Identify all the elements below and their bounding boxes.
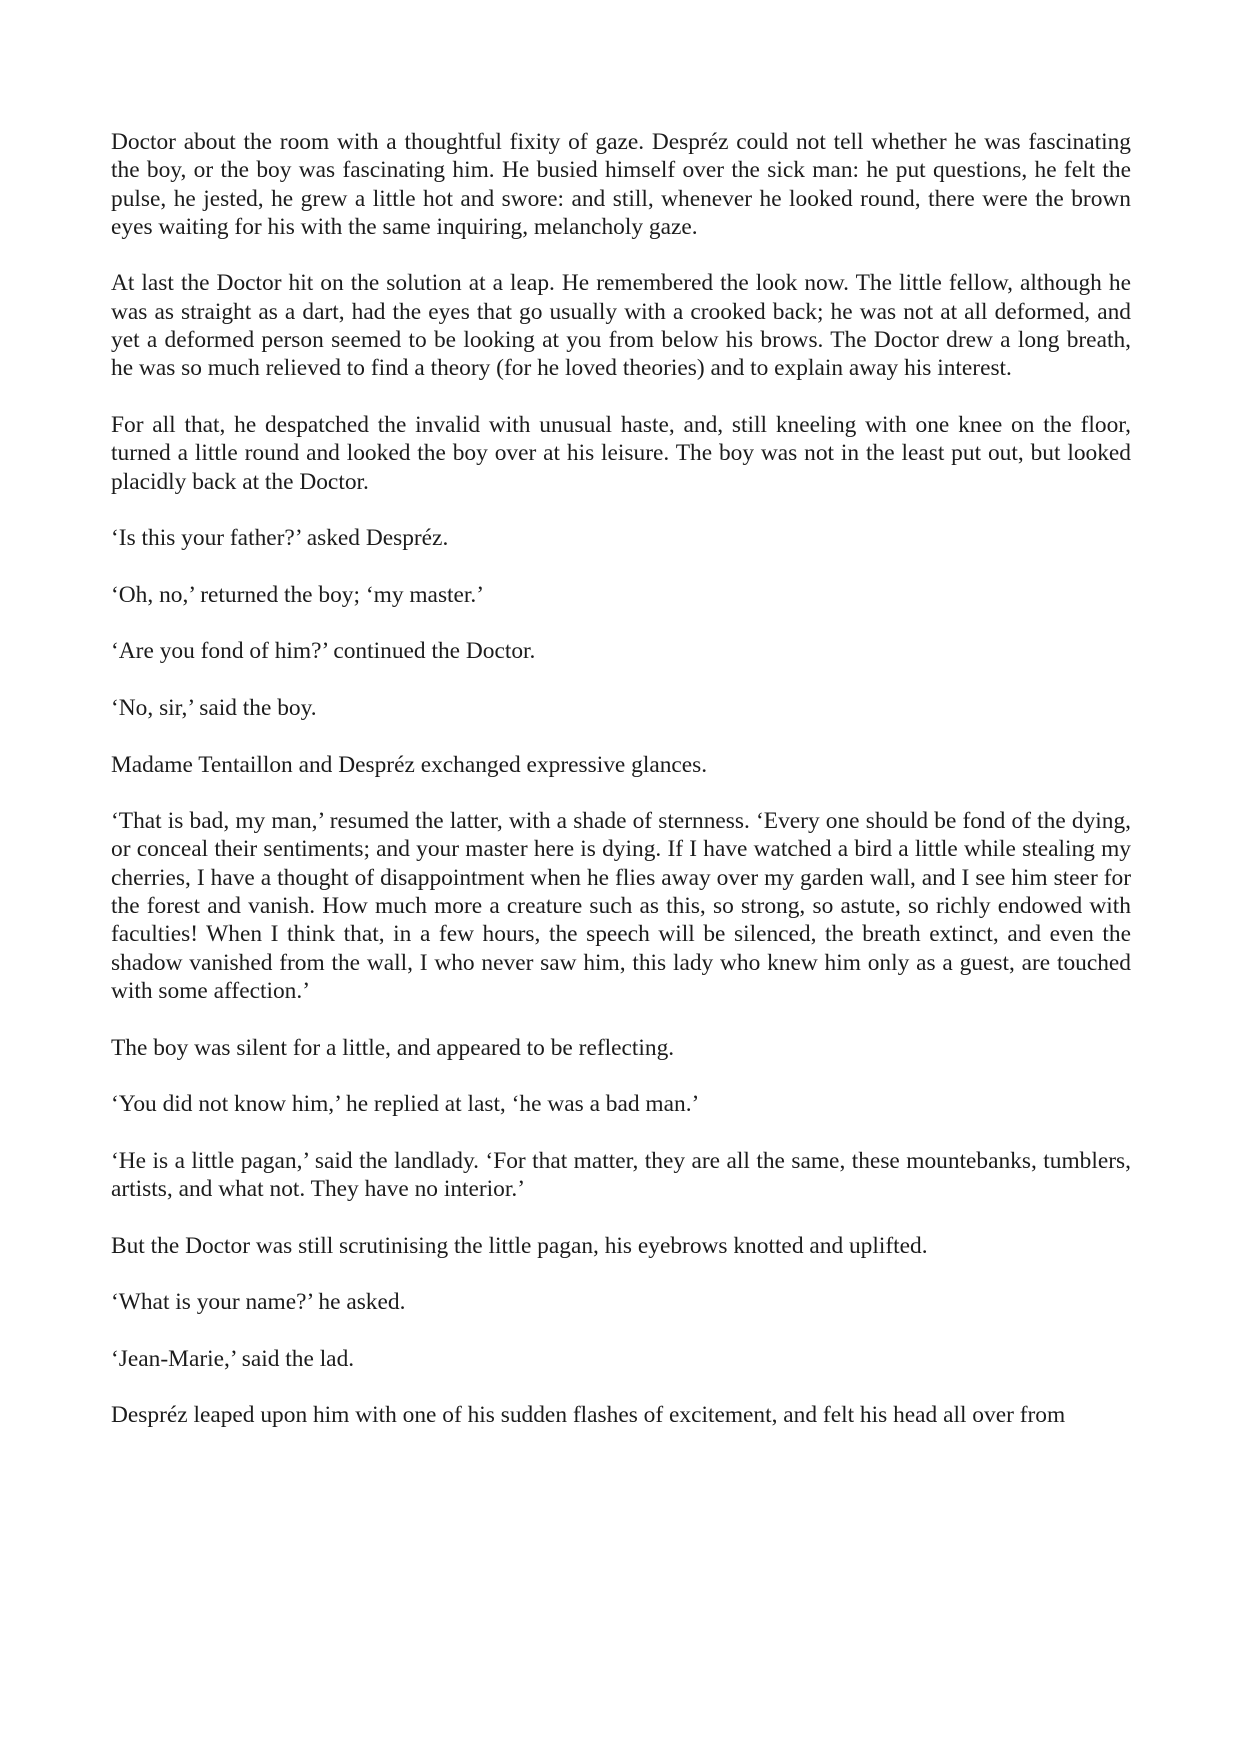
paragraph-5: ‘Oh, no,’ returned the boy; ‘my master.’ xyxy=(111,581,485,608)
paragraph-4: ‘Is this your father?’ asked Despréz. xyxy=(111,525,449,552)
paragraph-6: ‘Are you fond of him?’ continued the Doctor. xyxy=(111,638,536,665)
paragraph-11: ‘You did not know him,’ he replied at last, ‘he was a bad man.’ xyxy=(111,1091,700,1118)
paragraph-14: ‘What is your name?’ he asked. xyxy=(111,1289,406,1316)
paragraph-3: For all that, he despatched the invalid with unusual haste, and, still kneeling with one knee on the floor, turned a little round and looked the boy over at his leisure. The boy was not in the least put out, but looked placidly back at the Doctor. xyxy=(111,411,1131,495)
document-page xyxy=(111,128,1131,1430)
paragraph-9: ‘That is bad, my man,’ resumed the latter, with a shade of sternness. ‘Every one should be fond of the dying, or conceal their sentiments; and your master here is dying. If I have watched a bird a little while stealing my cherries, I have a thought of disappointment when he flies away over my garden wall, and I see him steer for the forest and vanish. How much more a creature such as this, so strong, so astute, so richly endowed with faculties! When I think that, in a few hours, the speech will be silenced, the breath extinct, and even the shadow vanished from the wall, I who never saw him, this lady who knew him only as a guest, are touched with some affection.’ xyxy=(111,808,1131,1004)
paragraph-16: Despréz leaped upon him with one of his sudden flashes of excitement, and felt his head all over from xyxy=(111,1402,1066,1429)
paragraph-12: ‘He is a little pagan,’ said the landlady. ‘For that matter, they are all the same, these mountebanks, tumblers, artists, and what not. They have no interior.’ xyxy=(111,1147,1131,1202)
paragraph-10: The boy was silent for a little, and appeared to be reflecting. xyxy=(111,1034,675,1061)
paragraph-8: Madame Tentaillon and Despréz exchanged expressive glances. xyxy=(111,751,708,778)
paragraph-2: At last the Doctor hit on the solution at a leap. He remembered the look now. The little fellow, although he was as straight as a dart, had the eyes that go usually with a crooked back; he was not at all deformed, and yet a deformed person seemed to be looking at you from below his brows. The Doctor drew a long breath, he was so much relieved to find a theory (for he loved theories) and to explain away his interest. xyxy=(111,270,1131,382)
paragraph-13: But the Doctor was still scrutinising the little pagan, his eyebrows knotted and uplifted. xyxy=(111,1232,928,1259)
paragraph-7: ‘No, sir,’ said the boy. xyxy=(111,694,317,721)
paragraph-1: Doctor about the room with a thoughtful fixity of gaze. Despréz could not tell whether he was fascinating the boy, or the boy was fascinating him. He busied himself over the sick man: he put questions, he felt the pulse, he jested, he grew a little hot and swore: and still, whenever he looked round, there were the brown eyes waiting for his with the same inquiring, melancholy gaze. xyxy=(111,129,1131,240)
paragraph-15: ‘Jean-Marie,’ said the lad. xyxy=(111,1345,355,1372)
